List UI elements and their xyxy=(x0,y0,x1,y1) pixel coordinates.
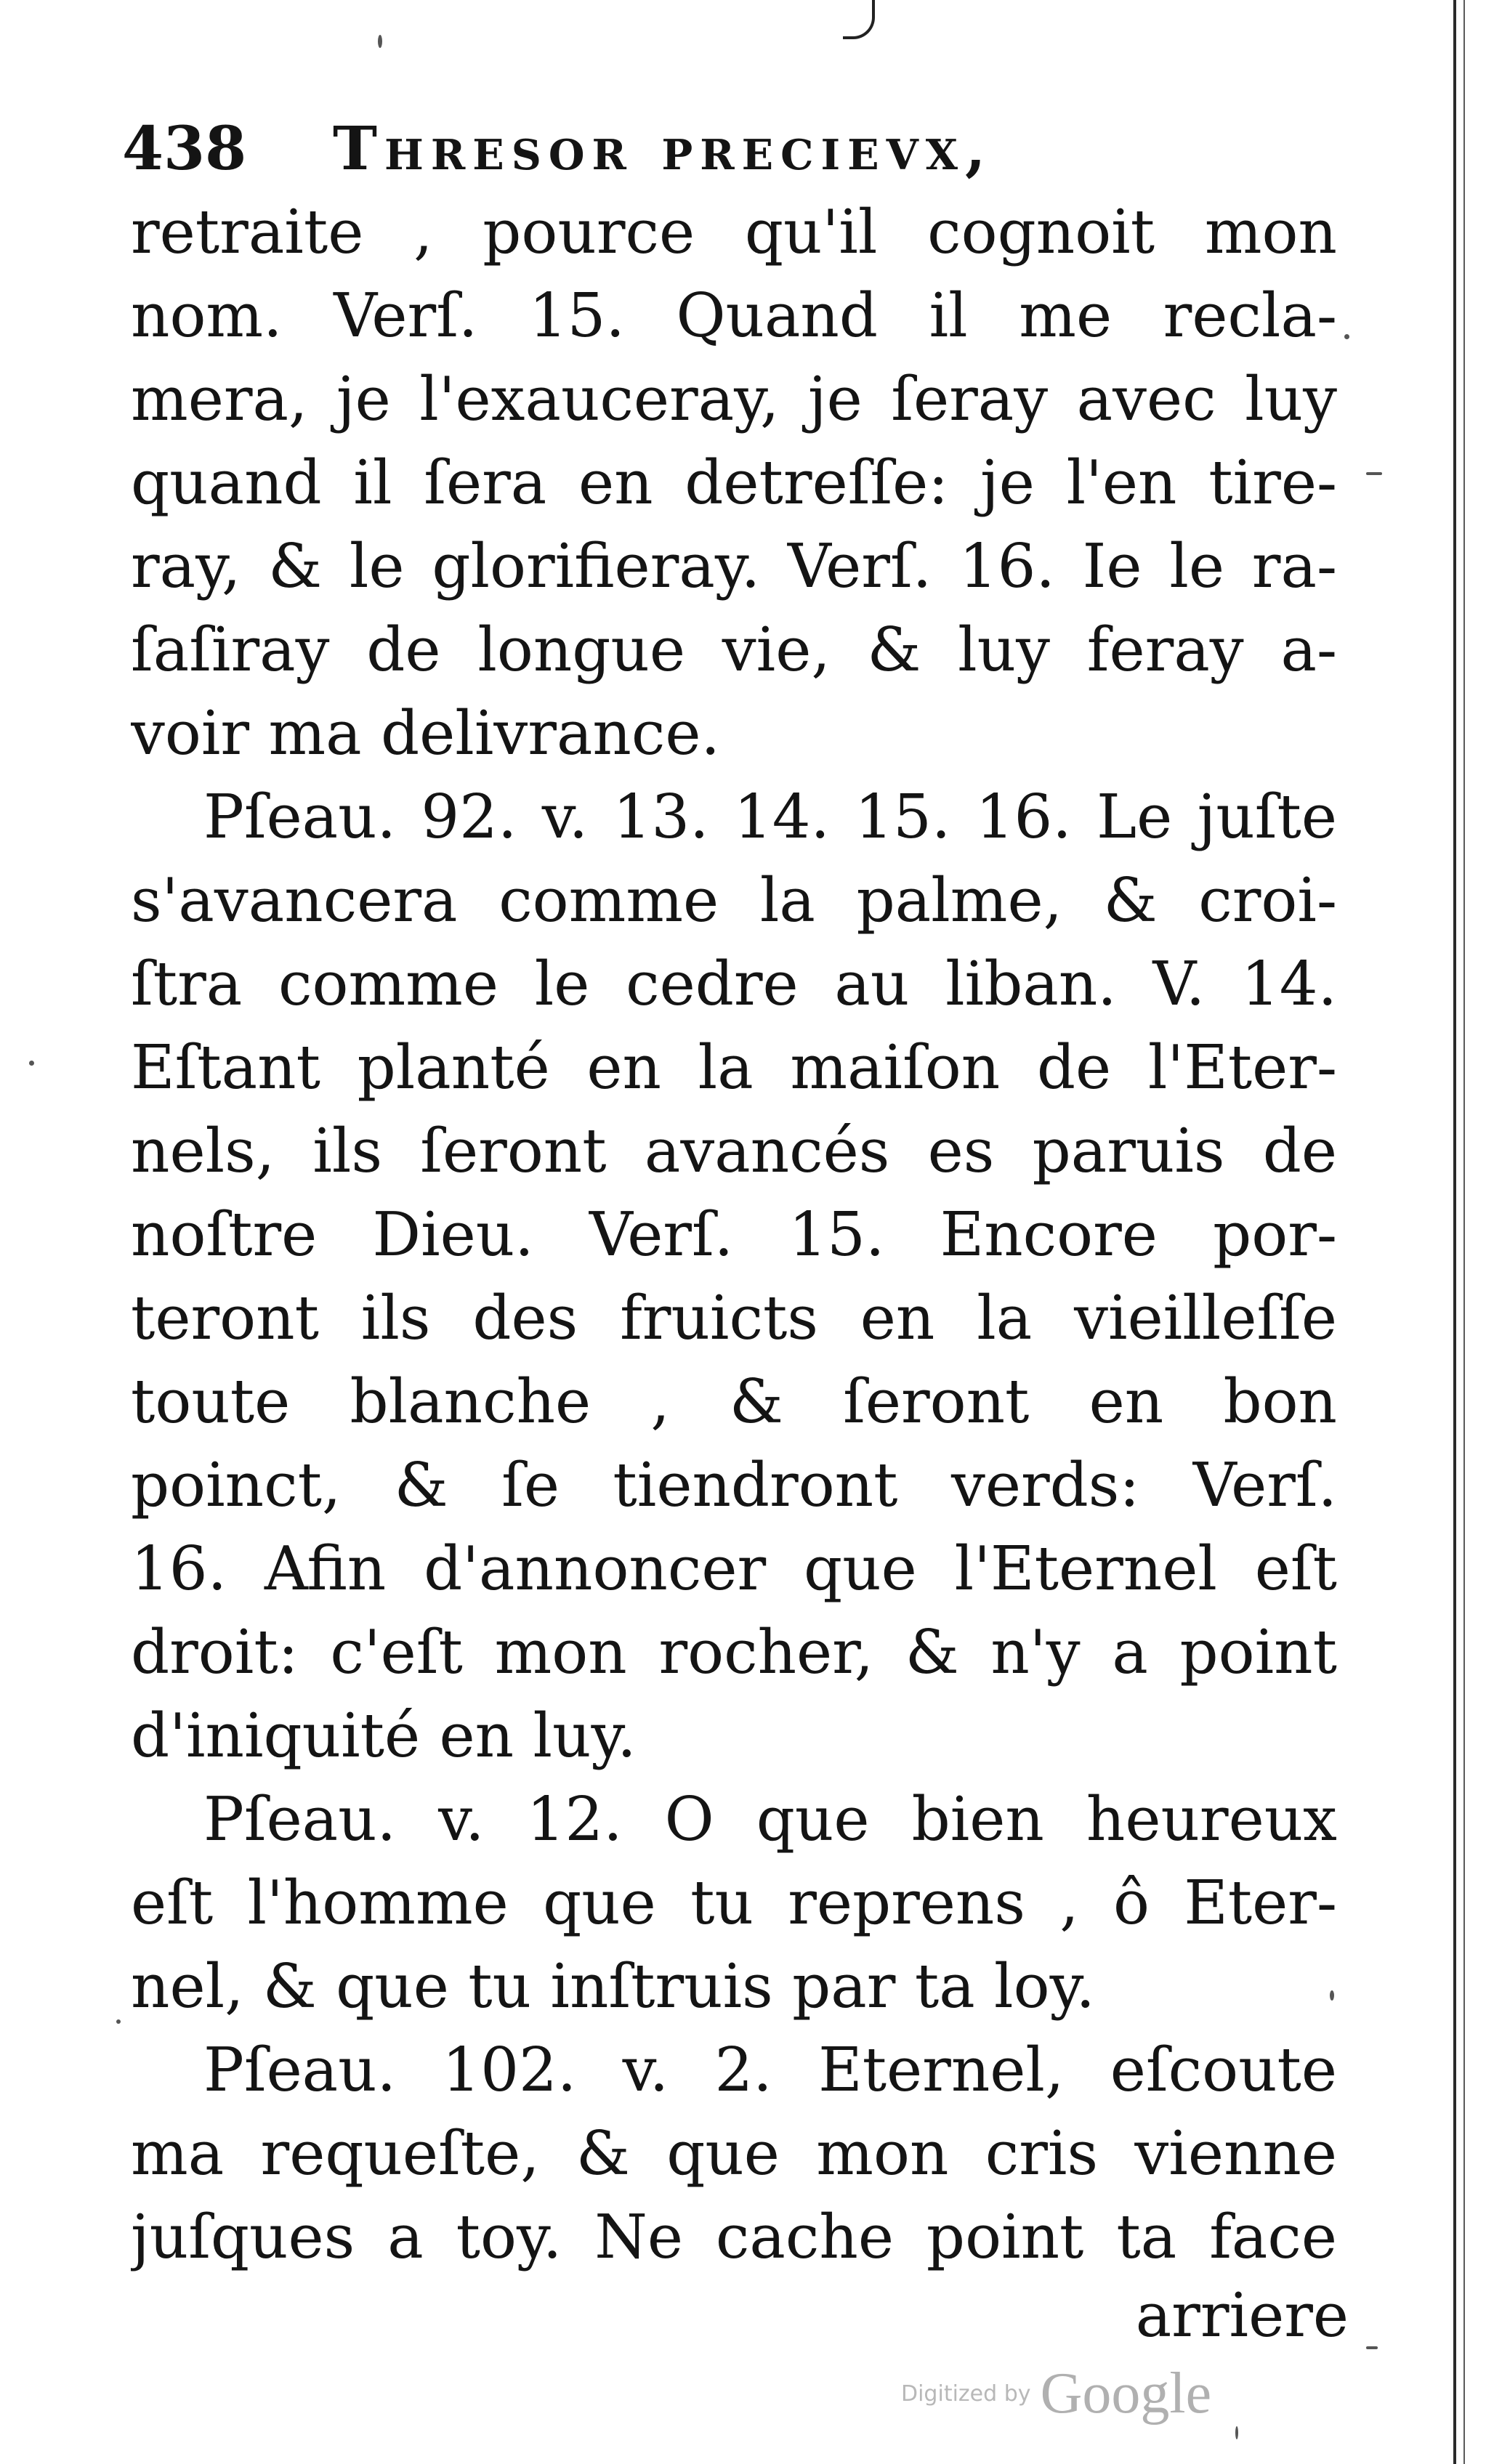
digitized-watermark xyxy=(901,2361,1212,2433)
text-line: retraite , pource qu'il cognoit mon xyxy=(131,197,1337,267)
body-text xyxy=(131,190,1337,2279)
text-line: ſtra comme le cedre au liban. V. 14. xyxy=(131,949,1337,1019)
text-line: ray, & le glorifieray. Verſ. 16. Ie le ra- xyxy=(131,531,1337,601)
text-line: poinct, & ſe tiendront verds: Verſ. xyxy=(131,1450,1337,1520)
text-line: teront ils des fruicts en la vieilleſſe xyxy=(131,1283,1337,1353)
page-edge-mark xyxy=(843,0,875,39)
catchword: arriere xyxy=(1135,2280,1349,2351)
page-gutter-edge xyxy=(1453,0,1456,2464)
running-title: Thresor precievx, xyxy=(333,114,993,184)
text-line: s'avancera comme la palme, & croi- xyxy=(131,865,1337,936)
text-line: quand il ſera en detreſſe: je l'en tire- xyxy=(131,447,1337,518)
text-line: Pſeau. 102. v. 2. Eternel, eſcoute xyxy=(203,2035,1337,2105)
text-line: nel, & que tu inſtruis par ta loy. xyxy=(131,1951,1095,2022)
text-line: ma requeſte, & que mon cris vienne xyxy=(131,2118,1337,2189)
text-line: eſt l'homme que tu reprens , ô Eter- xyxy=(131,1868,1337,1938)
scan-speck xyxy=(1344,334,1349,339)
scan-speck xyxy=(1366,472,1382,475)
digitized-label: Digitized by xyxy=(901,2381,1031,2407)
text-line: Eſtant planté en la maiſon de l'Eter- xyxy=(131,1032,1337,1103)
text-line: nels, ils ſeront avancés es paruis de xyxy=(131,1116,1337,1186)
text-line: d'iniquité en luy. xyxy=(131,1701,637,1771)
scan-speck xyxy=(1235,2426,1238,2439)
scan-speck xyxy=(29,1061,34,1066)
text-line: mera, je l'exauceray, je ſeray avec luy xyxy=(131,364,1337,434)
scan-speck xyxy=(116,2019,121,2024)
scan-speck xyxy=(378,35,382,48)
text-line: noſtre Dieu. Verſ. 15. Encore por- xyxy=(131,1199,1337,1270)
google-logo: Google xyxy=(1040,2362,1212,2426)
text-line: Pſeau. 92. v. 13. 14. 15. 16. Le juſte xyxy=(203,782,1337,852)
text-line: Pſeau. v. 12. O que bien heureux xyxy=(203,1784,1337,1855)
text-line: voir ma delivrance. xyxy=(131,698,720,769)
page-number: 438 xyxy=(122,114,247,184)
text-line: toute blanche , & ſeront en bon xyxy=(131,1366,1337,1437)
page-gutter-edge-inner xyxy=(1463,0,1465,2464)
text-line: 16. Afin d'annoncer que l'Eternel eſt xyxy=(131,1533,1337,1604)
scan-speck xyxy=(1366,2346,1378,2349)
text-line: nom. Verſ. 15. Quand il me recla- xyxy=(131,280,1337,351)
running-header xyxy=(122,109,1256,189)
scan-speck xyxy=(1330,1990,1334,2001)
text-line: droit: c'eſt mon rocher, & n'y a point xyxy=(131,1617,1337,1687)
text-line: juſques a toy. Ne cache point ta face xyxy=(131,2202,1337,2272)
text-line: ſaſiray de longue vie, & luy feray a- xyxy=(131,615,1337,685)
